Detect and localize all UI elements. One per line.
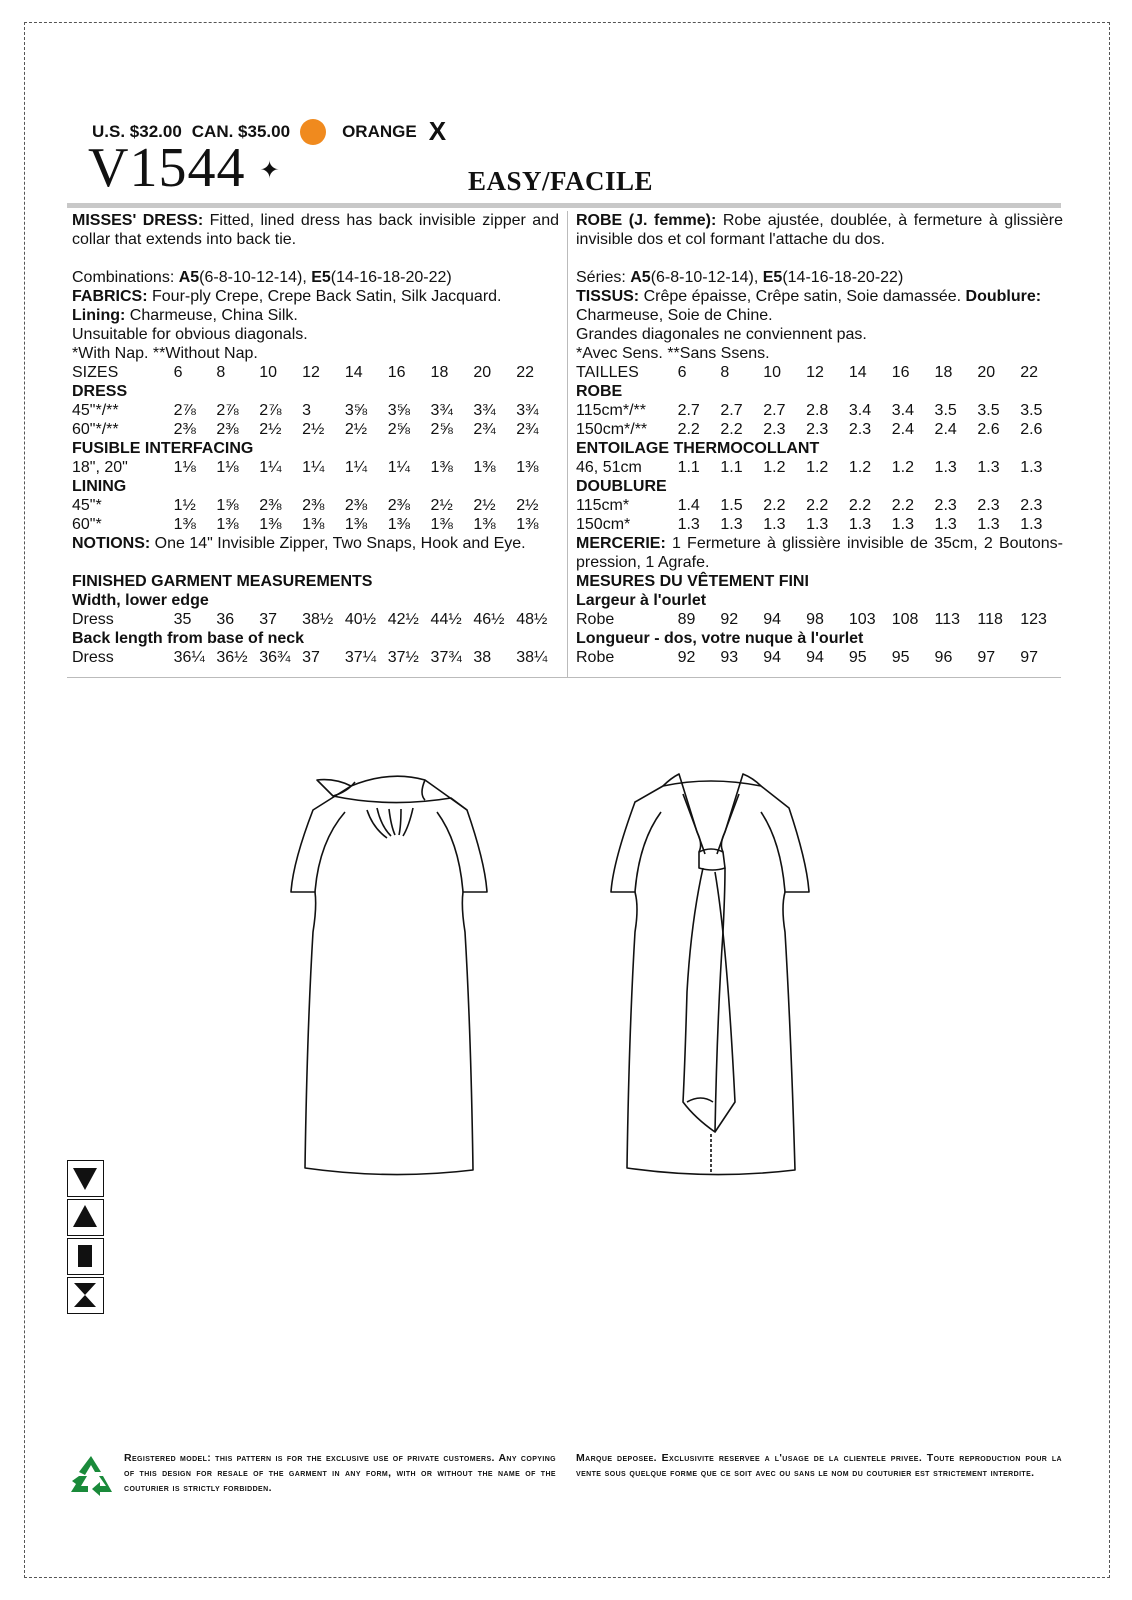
table-cell: 2.7: [720, 402, 743, 419]
difficulty-level: EASY/FACILE: [468, 166, 654, 196]
table-cell: 42½: [387, 611, 419, 628]
table-cell: 1⅜: [302, 516, 325, 533]
table-cell: 94: [763, 611, 782, 628]
table-cell: 1.2: [891, 459, 914, 476]
size-cell: 14: [344, 364, 363, 381]
combinations: Combinations: A5(6-8-10-12-14), E5(14-16-18-20-22): [72, 269, 452, 286]
table-row: [72, 648, 559, 667]
table-cell: 1⅜: [173, 516, 196, 533]
table-cell: 2½: [516, 497, 539, 514]
size-cell: 20: [977, 364, 996, 381]
price-color-name: ORANGE: [342, 121, 417, 141]
french-column: [576, 211, 1063, 667]
price-mark: X: [428, 116, 447, 146]
table-cell: 2.3: [977, 497, 1000, 514]
table-row: [72, 458, 559, 477]
table-cell: 123: [1020, 611, 1047, 628]
recycle-icon: [68, 1454, 114, 1498]
row-label: Dress: [72, 611, 114, 628]
table-cell: 3.5: [977, 402, 1000, 419]
table-cell: 3.5: [934, 402, 957, 419]
size-cell: 20: [473, 364, 492, 381]
table-cell: 1⅜: [516, 459, 539, 476]
table-cell: 37: [259, 611, 278, 628]
section-bottom-rule: [67, 677, 1061, 678]
table-cell: 36¼: [173, 649, 205, 666]
table-cell: 1.3: [806, 516, 829, 533]
english-column: [72, 211, 559, 667]
table-cell: 1⅜: [516, 516, 539, 533]
fabrics: TISSUS: Crêpe épaisse, Crêpe satin, Soie damassée. Doublure:: [576, 288, 1042, 305]
table-cell: 1.1: [720, 459, 743, 476]
table-cell: 1¼: [259, 459, 282, 476]
lining-yardage: [576, 496, 1063, 534]
table-cell: 2.3: [1020, 497, 1043, 514]
table-cell: 108: [891, 611, 919, 628]
table-cell: 1⅜: [259, 516, 282, 533]
table-cell: 3⅝: [387, 402, 410, 419]
table-cell: 3.5: [1020, 402, 1043, 419]
table-cell: 37¼: [344, 649, 377, 666]
table-cell: 40½: [344, 611, 377, 628]
row-label: 115cm*/**: [576, 402, 646, 419]
table-cell: 1.2: [763, 459, 786, 476]
lining-header: LINING: [72, 478, 127, 495]
width-label: Width, lower edge: [72, 592, 209, 609]
table-cell: 2.3: [763, 421, 786, 438]
width-row: [576, 610, 1063, 629]
table-cell: 1⅜: [344, 516, 368, 533]
length-label: Back length from base of neck: [72, 630, 305, 647]
table-row: [576, 515, 1063, 534]
table-cell: 1½: [173, 497, 196, 514]
table-cell: 1¼: [387, 459, 410, 476]
row-label: 60"*: [72, 516, 102, 533]
row-label: 45"*: [72, 497, 102, 514]
table-cell: 95: [848, 649, 867, 666]
table-cell: 1¼: [302, 459, 325, 476]
lining-yardage: [72, 496, 559, 534]
table-cell: 2.2: [720, 421, 743, 438]
lining-fabrics: Lining: Charmeuse, China Silk.: [72, 307, 298, 324]
table-row: [72, 515, 559, 534]
table-cell: 97: [977, 649, 996, 666]
table-cell: 2.7: [763, 402, 786, 419]
size-cell: 22: [516, 364, 534, 381]
sizes-row: SIZES 6 8 10 12 14 16 18 20 22: [72, 363, 559, 382]
row-label: Robe: [576, 649, 615, 666]
table-cell: 37: [302, 649, 320, 666]
nap-note: *With Nap. **Without Nap.: [72, 345, 258, 362]
table-row: [576, 420, 1063, 439]
row-label: 45"*/**: [72, 402, 119, 419]
table-cell: 1.3: [763, 516, 786, 533]
table-row: [576, 458, 1063, 477]
table-cell: 97: [1020, 649, 1038, 666]
width-label: Largeur à l'ourlet: [576, 592, 707, 609]
table-cell: 1⅛: [216, 459, 239, 476]
pattern-number: V1544: [88, 137, 246, 199]
size-cell: 22: [1020, 364, 1038, 381]
table-cell: 2.4: [934, 421, 957, 438]
table-cell: 2⅜: [259, 497, 282, 514]
table-cell: 3: [302, 402, 311, 419]
table-cell: 3.4: [891, 402, 914, 419]
table-cell: 38: [473, 649, 492, 666]
table-row: [72, 496, 559, 515]
table-cell: 2½: [473, 497, 496, 514]
interfacing-yardage: [576, 458, 1063, 477]
combinations: Séries: A5(6-8-10-12-14), E5(14-16-18-20-22): [576, 269, 904, 286]
table-cell: 3¾: [473, 402, 496, 419]
table-cell: 93: [720, 649, 739, 666]
table-cell: 1.4: [677, 497, 700, 514]
header-rule: [67, 203, 1061, 208]
length-row: [576, 648, 1063, 667]
price-can: CAN. $35.00: [191, 121, 291, 141]
table-row: [72, 610, 559, 629]
price-color-dot: [300, 119, 326, 145]
table-cell: 2½: [302, 421, 325, 438]
table-cell: 2.6: [977, 421, 1000, 438]
square-icon: [67, 1238, 104, 1275]
size-cell: 12: [302, 364, 320, 381]
table-cell: 37½: [387, 649, 419, 666]
table-cell: 94: [763, 649, 782, 666]
table-cell: 1.3: [977, 516, 1000, 533]
table-cell: 2½: [430, 497, 453, 514]
table-row: [72, 401, 559, 420]
table-cell: 37¾: [430, 649, 462, 666]
table-cell: 2.3: [806, 421, 829, 438]
table-cell: 2.2: [677, 421, 700, 438]
table-cell: 1⅛: [173, 459, 196, 476]
size-cell: 6: [677, 364, 687, 381]
table-cell: 38½: [302, 611, 334, 628]
table-cell: 2⅜: [344, 497, 368, 514]
notch-symbol-legend: [67, 1160, 104, 1316]
table-cell: 1.3: [934, 516, 957, 533]
table-cell: 2½: [344, 421, 368, 438]
size-cell: 6: [173, 364, 183, 381]
table-cell: 1.5: [720, 497, 743, 514]
length-label: Longueur - dos, votre nuque à l'ourlet: [576, 630, 864, 647]
table-cell: 36: [216, 611, 235, 628]
dress-header: DRESS: [72, 383, 128, 400]
table-cell: 48½: [516, 611, 548, 628]
size-cell: 10: [259, 364, 278, 381]
length-row: [72, 648, 559, 667]
table-cell: 36¾: [259, 649, 291, 666]
size-cell: 10: [763, 364, 782, 381]
table-cell: 1.3: [1020, 459, 1043, 476]
dress-yardage: [576, 401, 1063, 439]
table-cell: 1.3: [848, 516, 872, 533]
table-cell: 46½: [473, 611, 505, 628]
table-cell: 2½: [259, 421, 282, 438]
table-cell: 2.3: [934, 497, 957, 514]
table-cell: 98: [806, 611, 824, 628]
pattern-number-block: [88, 137, 281, 199]
table-row: [72, 420, 559, 439]
front-dress-sketch: [255, 772, 525, 1192]
table-cell: 2.2: [848, 497, 872, 514]
row-label: Dress: [72, 649, 114, 666]
table-row: [576, 401, 1063, 420]
dress-yardage: [72, 401, 559, 439]
width-row: [72, 610, 559, 629]
table-cell: 2.3: [848, 421, 872, 438]
table-cell: 1⅜: [216, 516, 239, 533]
table-cell: 1.3: [720, 516, 743, 533]
unsuitable-note: Unsuitable for obvious diagonals.: [72, 326, 308, 343]
hourglass-icon: [67, 1277, 104, 1314]
table-cell: 2.6: [1020, 421, 1043, 438]
table-cell: 2.7: [677, 402, 700, 419]
description: ROBE (J. femme): Robe ajustée, doublée, à fermeture à glissière invisible dos et col formant l'attache du dos.: [576, 212, 1063, 248]
size-cell: 18: [934, 364, 953, 381]
table-cell: 1.2: [848, 459, 872, 476]
table-cell: 2⅞: [259, 402, 282, 419]
table-cell: 2⅜: [216, 421, 239, 438]
table-cell: 1.3: [1020, 516, 1043, 533]
notions: NOTIONS: One 14" Invisible Zipper, Two Snaps, Hook and Eye.: [72, 535, 526, 552]
size-cell: 8: [216, 364, 226, 381]
table-cell: 2.4: [891, 421, 914, 438]
size-cell: 16: [891, 364, 910, 381]
table-cell: 103: [848, 611, 876, 628]
table-cell: 2⅜: [302, 497, 325, 514]
table-cell: 1⅜: [473, 516, 496, 533]
table-cell: 1.2: [806, 459, 829, 476]
size-cell: 14: [848, 364, 867, 381]
table-cell: 1.1: [677, 459, 700, 476]
row-label: 46, 51cm: [576, 459, 642, 476]
measurements-title: MESURES DU VÊTEMENT FINI: [576, 573, 809, 590]
table-cell: 3¾: [516, 402, 539, 419]
table-cell: 1.3: [891, 516, 914, 533]
table-cell: 3.4: [848, 402, 872, 419]
table-cell: 1⅜: [430, 516, 453, 533]
table-cell: 35: [173, 611, 192, 628]
table-cell: 89: [677, 611, 696, 628]
table-cell: 94: [806, 649, 824, 666]
unsuitable-note: Grandes diagonales ne conviennent pas.: [576, 326, 867, 343]
column-divider: [567, 211, 568, 677]
size-cell: 8: [720, 364, 730, 381]
size-cell: 16: [387, 364, 406, 381]
table-cell: 1⅜: [430, 459, 453, 476]
star-icon: ✦: [259, 158, 281, 184]
row-label: 115cm*: [576, 497, 630, 514]
row-label: 150cm*/**: [576, 421, 648, 438]
lining-fabrics: Charmeuse, Soie de Chine.: [576, 307, 773, 324]
fabrics: FABRICS: Four-ply Crepe, Crepe Back Satin, Silk Jacquard.: [72, 288, 502, 305]
table-cell: 2.2: [763, 497, 786, 514]
interfacing-header: ENTOILAGE THERMOCOLLANT: [576, 440, 820, 457]
table-cell: 1⅜: [387, 516, 410, 533]
measurements-title: FINISHED GARMENT MEASUREMENTS: [72, 573, 373, 590]
size-cell: 18: [430, 364, 449, 381]
row-label: Robe: [576, 611, 615, 628]
table-cell: 2¾: [516, 421, 539, 438]
table-cell: 2⅝: [387, 421, 410, 438]
up-triangle-icon: [67, 1199, 104, 1236]
table-cell: 2.8: [806, 402, 829, 419]
table-cell: 3⅝: [344, 402, 368, 419]
row-label: 18", 20": [72, 459, 128, 476]
table-cell: 2.2: [891, 497, 914, 514]
table-cell: 96: [934, 649, 953, 666]
table-cell: 92: [677, 649, 696, 666]
row-label: 150cm*: [576, 516, 631, 533]
table-cell: 2⅞: [216, 402, 239, 419]
table-cell: 2⅝: [430, 421, 453, 438]
table-cell: 2⅞: [173, 402, 196, 419]
lining-header: DOUBLURE: [576, 478, 667, 495]
nap-note: *Avec Sens. **Sans Ssens.: [576, 345, 770, 362]
table-cell: 95: [891, 649, 910, 666]
table-cell: 36½: [216, 649, 248, 666]
table-row: [576, 496, 1063, 515]
back-dress-sketch: [575, 772, 845, 1192]
table-cell: 1.3: [677, 516, 700, 533]
down-triangle-icon: [67, 1160, 104, 1197]
table-cell: 3¾: [430, 402, 453, 419]
table-cell: 2¾: [473, 421, 496, 438]
table-row: [576, 648, 1063, 667]
sizes-row: TAILLES 6 8 10 12 14 16 18 20 22: [576, 363, 1063, 382]
table-cell: 1.3: [934, 459, 957, 476]
row-label: 60"*/**: [72, 421, 119, 438]
table-cell: 1⅝: [216, 497, 239, 514]
table-cell: 1¼: [344, 459, 368, 476]
notions: MERCERIE: 1 Fermeture à glissière invisible de 35cm, 2 Boutons-pression, 1 Agrafe.: [576, 535, 1063, 571]
table-cell: 113: [934, 611, 961, 628]
table-cell: 1⅜: [473, 459, 496, 476]
legal-notice-english: Registered model: this pattern is for the exclusive use of private customers. Any copying of this design for resale of the garment in any form, with or without the name of the couturier is strictly forbidden.: [124, 1452, 556, 1494]
table-cell: 2⅜: [387, 497, 410, 514]
table-cell: 118: [977, 611, 1003, 628]
legal-notice-french: Marque deposee. Exclusivite reservee a l'usage de la clientele privee. Toute reproduction pour la vente sous quelque forme que ce soit avec ou sans le nom du couturier est strictement interdite.: [576, 1452, 1062, 1479]
description: MISSES' DRESS: Fitted, lined dress has back invisible zipper and collar that extends into back tie.: [72, 212, 560, 248]
interfacing-yardage: [72, 458, 559, 477]
table-cell: 2⅜: [173, 421, 196, 438]
size-cell: 12: [806, 364, 824, 381]
table-cell: 92: [720, 611, 739, 628]
table-cell: 44½: [430, 611, 462, 628]
table-cell: 38¼: [516, 649, 548, 666]
dress-header: ROBE: [576, 383, 623, 400]
table-cell: 1.3: [977, 459, 1000, 476]
interfacing-header: FUSIBLE INTERFACING: [72, 440, 254, 457]
table-row: [576, 610, 1063, 629]
price-us: U.S. $32.00: [92, 121, 182, 141]
table-cell: 2.2: [806, 497, 829, 514]
